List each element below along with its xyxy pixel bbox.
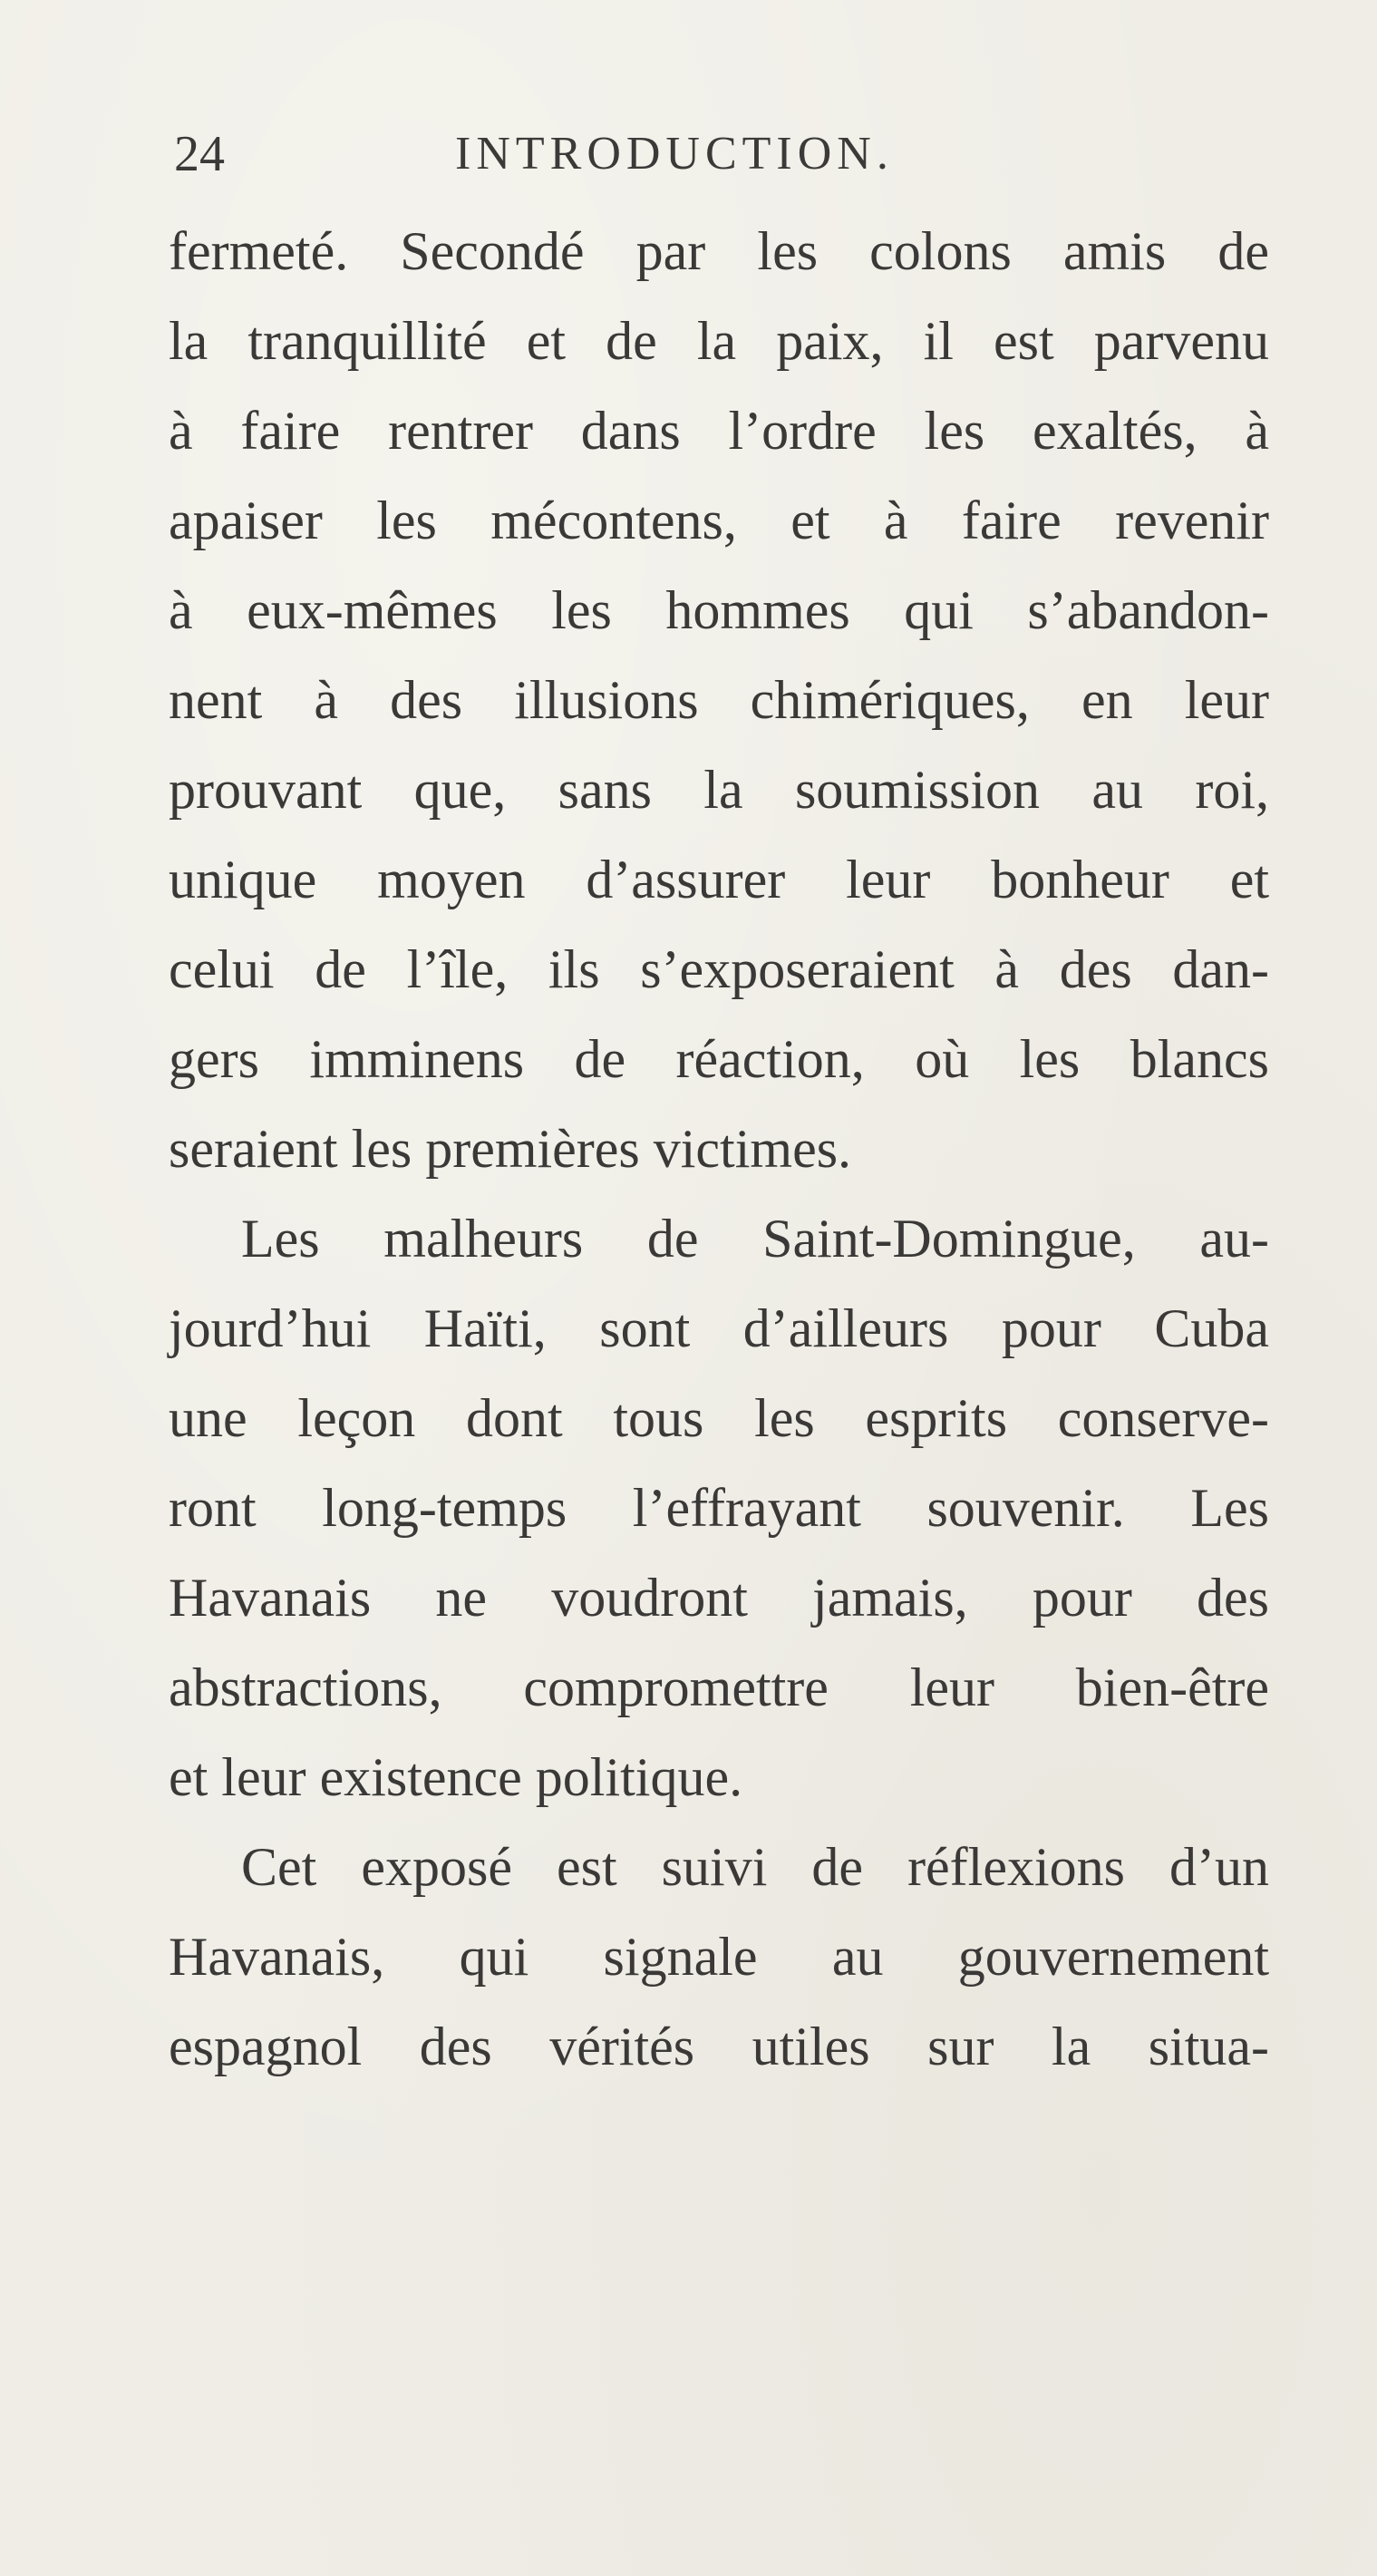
text-line: nent à des illusions chimériques, en leur [169,670,1269,730]
text-line: apaiser les mécontens, et à faire revenir [169,491,1269,550]
text-line: la tranquillité et de la paix, il est parvenu [169,311,1269,371]
paragraph-start-line: Les malheurs de Saint-Domingue, au- [241,1209,1269,1269]
text-line: à faire rentrer dans l’ordre les exaltés, à [169,401,1269,461]
running-head [167,118,1268,190]
text-line: jourd’hui Haïti, sont d’ailleurs pour Cuba [169,1298,1269,1358]
text-line: celui de l’île, ils s’exposeraient à des dan- [169,939,1269,999]
text-line: une leçon dont tous les esprits conserve- [169,1388,1269,1448]
text-line: à eux-mêmes les hommes qui s’abandon- [169,580,1269,640]
text-line: unique moyen d’assurer leur bonheur et [169,850,1269,909]
text-line: gers imminens de réaction, où les blancs [169,1029,1269,1089]
paragraph-end-line: et leur existence politique. [169,1747,743,1807]
text-line: Havanais ne voudront jamais, pour des [169,1568,1269,1628]
text-line: espagnol des vérités utiles sur la situa- [169,2017,1269,2076]
text-line: prouvant que, sans la soumission au roi, [169,760,1269,820]
text-line: Havanais, qui signale au gouvernement [169,1927,1269,1987]
text-line: abstractions, compromettre leur bien-être [169,1657,1269,1717]
running-title: INTRODUCTION. [455,128,894,180]
page-number: 24 [174,126,225,182]
paragraph-start-line: Cet exposé est suivi de réflexions d’un [241,1837,1269,1897]
paragraph-end-line: seraient les premières victimes. [169,1119,852,1179]
text-line: fermeté. Secondé par les colons amis de [169,221,1269,281]
text-line: ront long-temps l’effrayant souvenir. Les [169,1478,1269,1538]
body-text [169,207,1269,2092]
